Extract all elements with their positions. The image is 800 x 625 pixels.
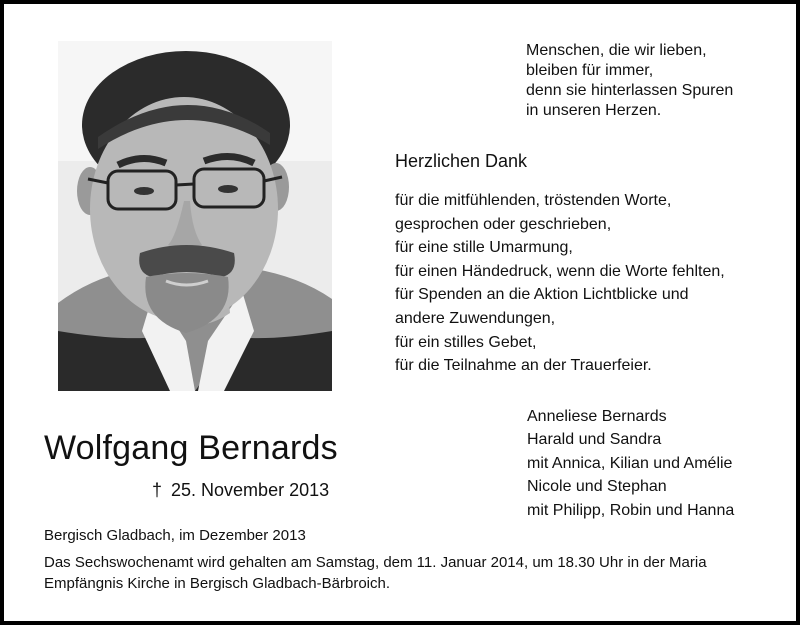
thanks-line: gesprochen oder geschrieben, (395, 215, 612, 233)
thanks-line: für die mitfühlenden, tröstenden Worte, (395, 192, 672, 209)
place-date: Bergisch Gladbach, im Dezember 2013 (44, 527, 306, 544)
deceased-name: Wolfgang Bernards (44, 429, 338, 467)
family-line: mit Philipp, Robin und Hanna (527, 501, 735, 519)
family-line: Nicole und Stephan (527, 478, 667, 496)
poem-line: Menschen, die wir lieben, (526, 42, 707, 59)
thanks-line: für einen Händedruck, wenn die Worte fehlten, (395, 262, 725, 280)
death-date: 25. November 2013 (171, 480, 330, 500)
thanks-line: für ein stilles Gebet, (395, 333, 537, 351)
poem-line: denn sie hinterlassen Spuren (526, 82, 734, 99)
thanks-line: für Spenden an die Aktion Lichtblicke und (395, 286, 689, 304)
thanks-heading: Herzlichen Dank (395, 151, 528, 171)
thanks-line: für die Teilnahme an der Trauerfeier. (395, 357, 652, 375)
cross-icon: † (152, 480, 163, 500)
thanks-line: andere Zuwendungen, (395, 309, 556, 327)
poem-verse (526, 41, 786, 121)
portrait-image (58, 41, 332, 391)
thanks-line: für eine stille Umarmung, (395, 239, 573, 257)
thanks-list (395, 189, 725, 378)
service-notice: Das Sechswochenamt wird gehalten am Samstag, dem 11. Januar 2014, um 18.30 Uhr in der Maria Empfängnis Kirche in Bergisch Gladbach-Bärbroich. (44, 554, 707, 592)
family-signatories (527, 405, 734, 522)
poem-line: bleiben für immer, (526, 62, 654, 79)
family-line: mit Annica, Kilian und Amélie (527, 454, 733, 472)
family-line: Harald und Sandra (527, 431, 662, 449)
family-line: Anneliese Bernards (527, 408, 667, 425)
poem-line: in unseren Herzen. (526, 102, 662, 119)
death-date-line (152, 478, 329, 502)
portrait-photo (58, 41, 332, 391)
